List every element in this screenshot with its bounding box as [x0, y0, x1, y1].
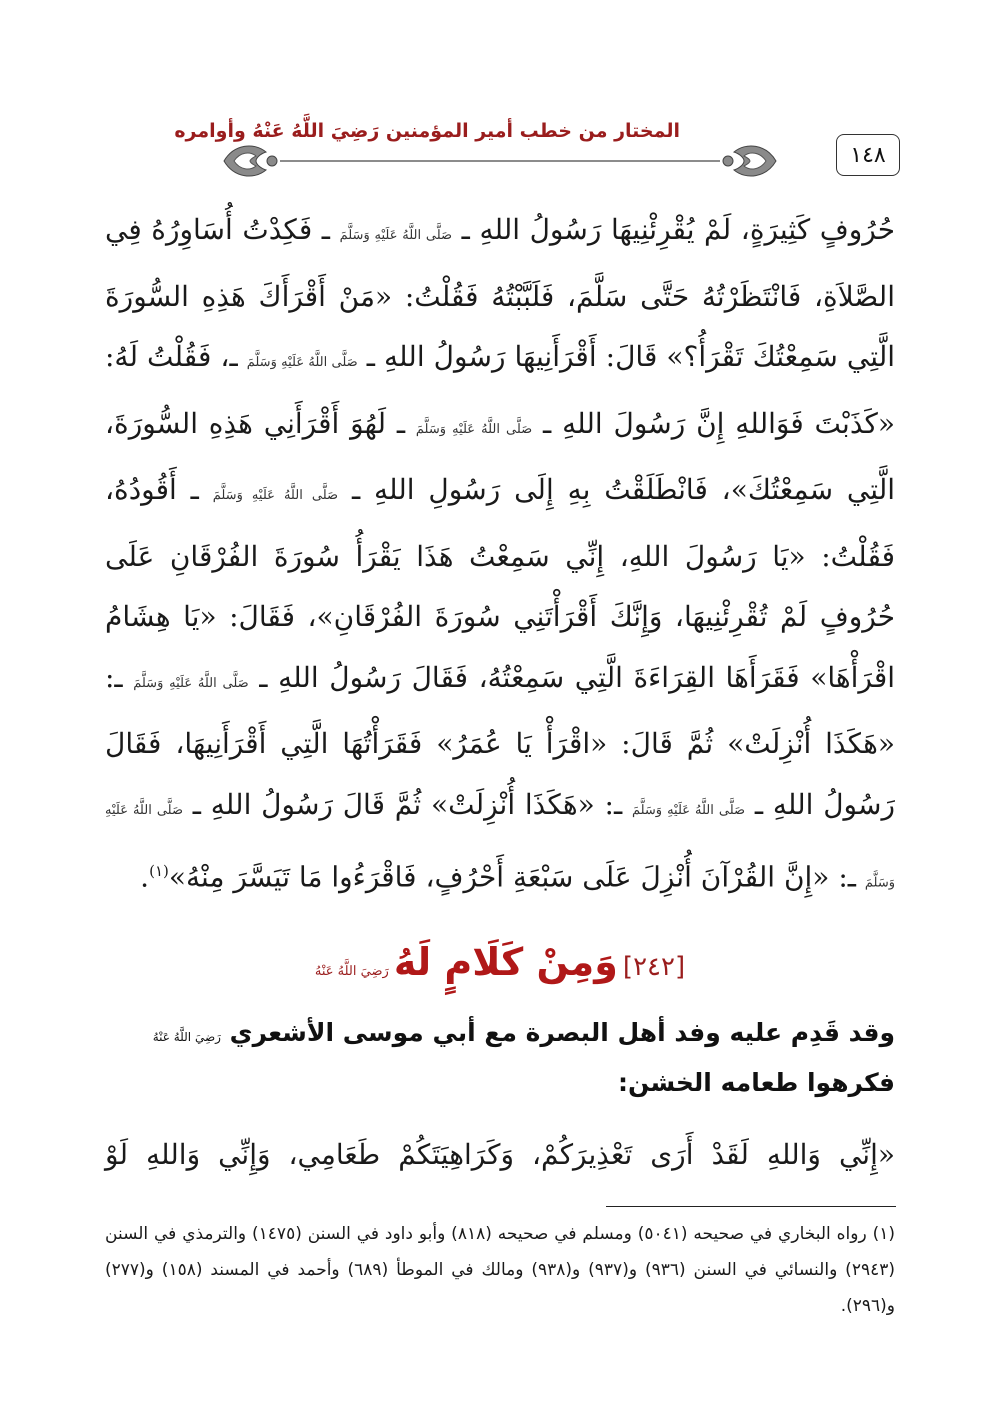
text-segment: ـ: «إِنَّ القُرْآنَ أُنْزِلَ عَلَى سَبْعَةِ أَحْرُفٍ، فَاقْرَءُوا مَا تَيَسَّرَ مِنْهُ»: [168, 860, 856, 894]
section-number: [٢٤٢]: [622, 952, 686, 982]
intro-honorific: رَضِيَ اللَّهُ عَنْهُ: [152, 1030, 221, 1044]
main-text: [105, 200, 895, 914]
running-title: المختار من خطب أمير المؤمنين رَضِيَ اللَّهُ عَنْهُ وأوامره: [174, 120, 680, 142]
text-segment: ـ، فَقُلْتُ لَهُ: «كَذَبْتَ فَوَاللهِ إِنَّ رَسُولَ اللهِ ـ: [105, 340, 896, 440]
intro-paragraph: [105, 1010, 895, 1106]
salutation: صَلَّى اللَّهُ عَلَيْهِ وَسَلَّمَ: [212, 488, 339, 503]
footnote: (١) رواه البخاري في صحيحه (٥٠٤١) ومسلم في صحيحه (٨١٨) وأبو داود في السنن (١٤٧٥) والترمذي في السنن (٢٩٤٣) والنسائي في السنن (٩٣٦) و(٩٣٧) و(٩٣٨) ومالك في الموطأ (٦٨٩) وأحمد في المسند (١٥٨) و(٢٧٧) و(٢٩٦).: [105, 1224, 895, 1316]
text-segment: ـ لَهُوَ أَقْرَأَنِي هَذِهِ السُّورَةَ، الَّتِي سَمِعْتُكَ»، فَانْطَلَقْتُ بِهِ إِلَى رَسُولِ اللهِ ـ: [105, 406, 896, 506]
quote-start: «إِنِّي وَاللهِ لَقَدْ أَرَى تَعْذِيرَكُمْ، وَكَرَاهِيَتَكُمْ طَعَامِي، وَإِنِّي وَاللهِ لَوْ: [105, 1138, 895, 1171]
salutation: صَلَّى اللَّهُ عَلَيْهِ وَسَلَّمَ: [105, 802, 895, 891]
section-title: وَمِنْ كَلَامٍ لَهُ: [393, 940, 618, 984]
text-segment: ـ: «هَكَذَا أُنْزِلَتْ» ثُمَّ قَالَ رَسُولُ اللهِ ـ: [192, 787, 623, 821]
footnote-divider: [606, 1206, 896, 1207]
intro-text: وقد قَدِم عليه وفد أهل البصرة مع أبي موسى الأشعري: [229, 1018, 895, 1047]
salutation: صَلَّى اللَّهُ عَلَيْهِ وَسَلَّمَ: [631, 802, 746, 818]
text-segment: ـ فَكِدْتُ أُسَاوِرُهُ فِي الصَّلاَةِ، فَانْتَظَرْتُهُ حَتَّى سَلَّمَ، فَلَبَّبْتُهُ فَقُلْتُ: «مَنْ أَقْرَأَكَ هَذِهِ السُّورَةَ الَّتِي سَمِعْتُكَ تَقْرَأُ؟» قَالَ: أَقْرَأَنِيهَا رَسُولُ اللهِ ـ: [105, 213, 895, 373]
intro-text-2: فكرهوا طعامه الخشن:: [617, 1068, 895, 1097]
salutation: صَلَّى اللَّهُ عَلَيْهِ وَسَلَّمَ: [133, 675, 249, 691]
text-segment: ـ: «هَكَذَا أُنْزِلَتْ» ثُمَّ قَالَ: «اقْرَأْ يَا عُمَرُ» فَقَرَأْتُهَا الَّتِي أَقْرَأَنِيهَا، فَقَالَ رَسُولُ اللهِ ـ: [105, 660, 895, 821]
page-number: ١٤٨: [836, 134, 900, 176]
text-segment: ـ أَقُودُهُ، فَقُلْتُ: «يَا رَسُولَ اللهِ، إِنِّي سَمِعْتُ هَذَا يَقْرَأُ سُورَةَ الفُرْقَانِ عَلَى حُرُوفٍ لَمْ تُقْرِئْنِيهَا، وَإِنَّكَ أَقْرَأْتَنِي سُورَةَ الفُرْقَانِ»، فَقَالَ: «يَا هِشَامُ اقْرَأْهَا» فَقَرَأَهَا القِرَاءَةَ الَّتِي سَمِعْتُهُ، فَقَالَ رَسُولُ اللهِ ـ: [105, 473, 896, 694]
salutation: صَلَّى اللَّهُ عَلَيْهِ وَسَلَّمَ: [339, 228, 453, 243]
salutation: صَلَّى اللَّهُ عَلَيْهِ وَسَلَّمَ: [415, 421, 533, 437]
page-header: [140, 118, 900, 190]
footnote-reference[interactable]: (١): [149, 862, 169, 880]
text-segment: .: [140, 860, 150, 894]
salutation: صَلَّى اللَّهُ عَلَيْهِ وَسَلَّمَ: [246, 355, 358, 370]
section-heading: [105, 940, 895, 984]
ornament-divider-icon: [220, 138, 780, 184]
text-segment: حُرُوفٍ كَثِيرَةٍ، لَمْ يُقْرِئْنِيهَا رَسُولُ اللهِ ـ: [461, 213, 896, 246]
section-honorific: رَضِيَ اللَّهُ عَنْهُ: [314, 964, 389, 979]
